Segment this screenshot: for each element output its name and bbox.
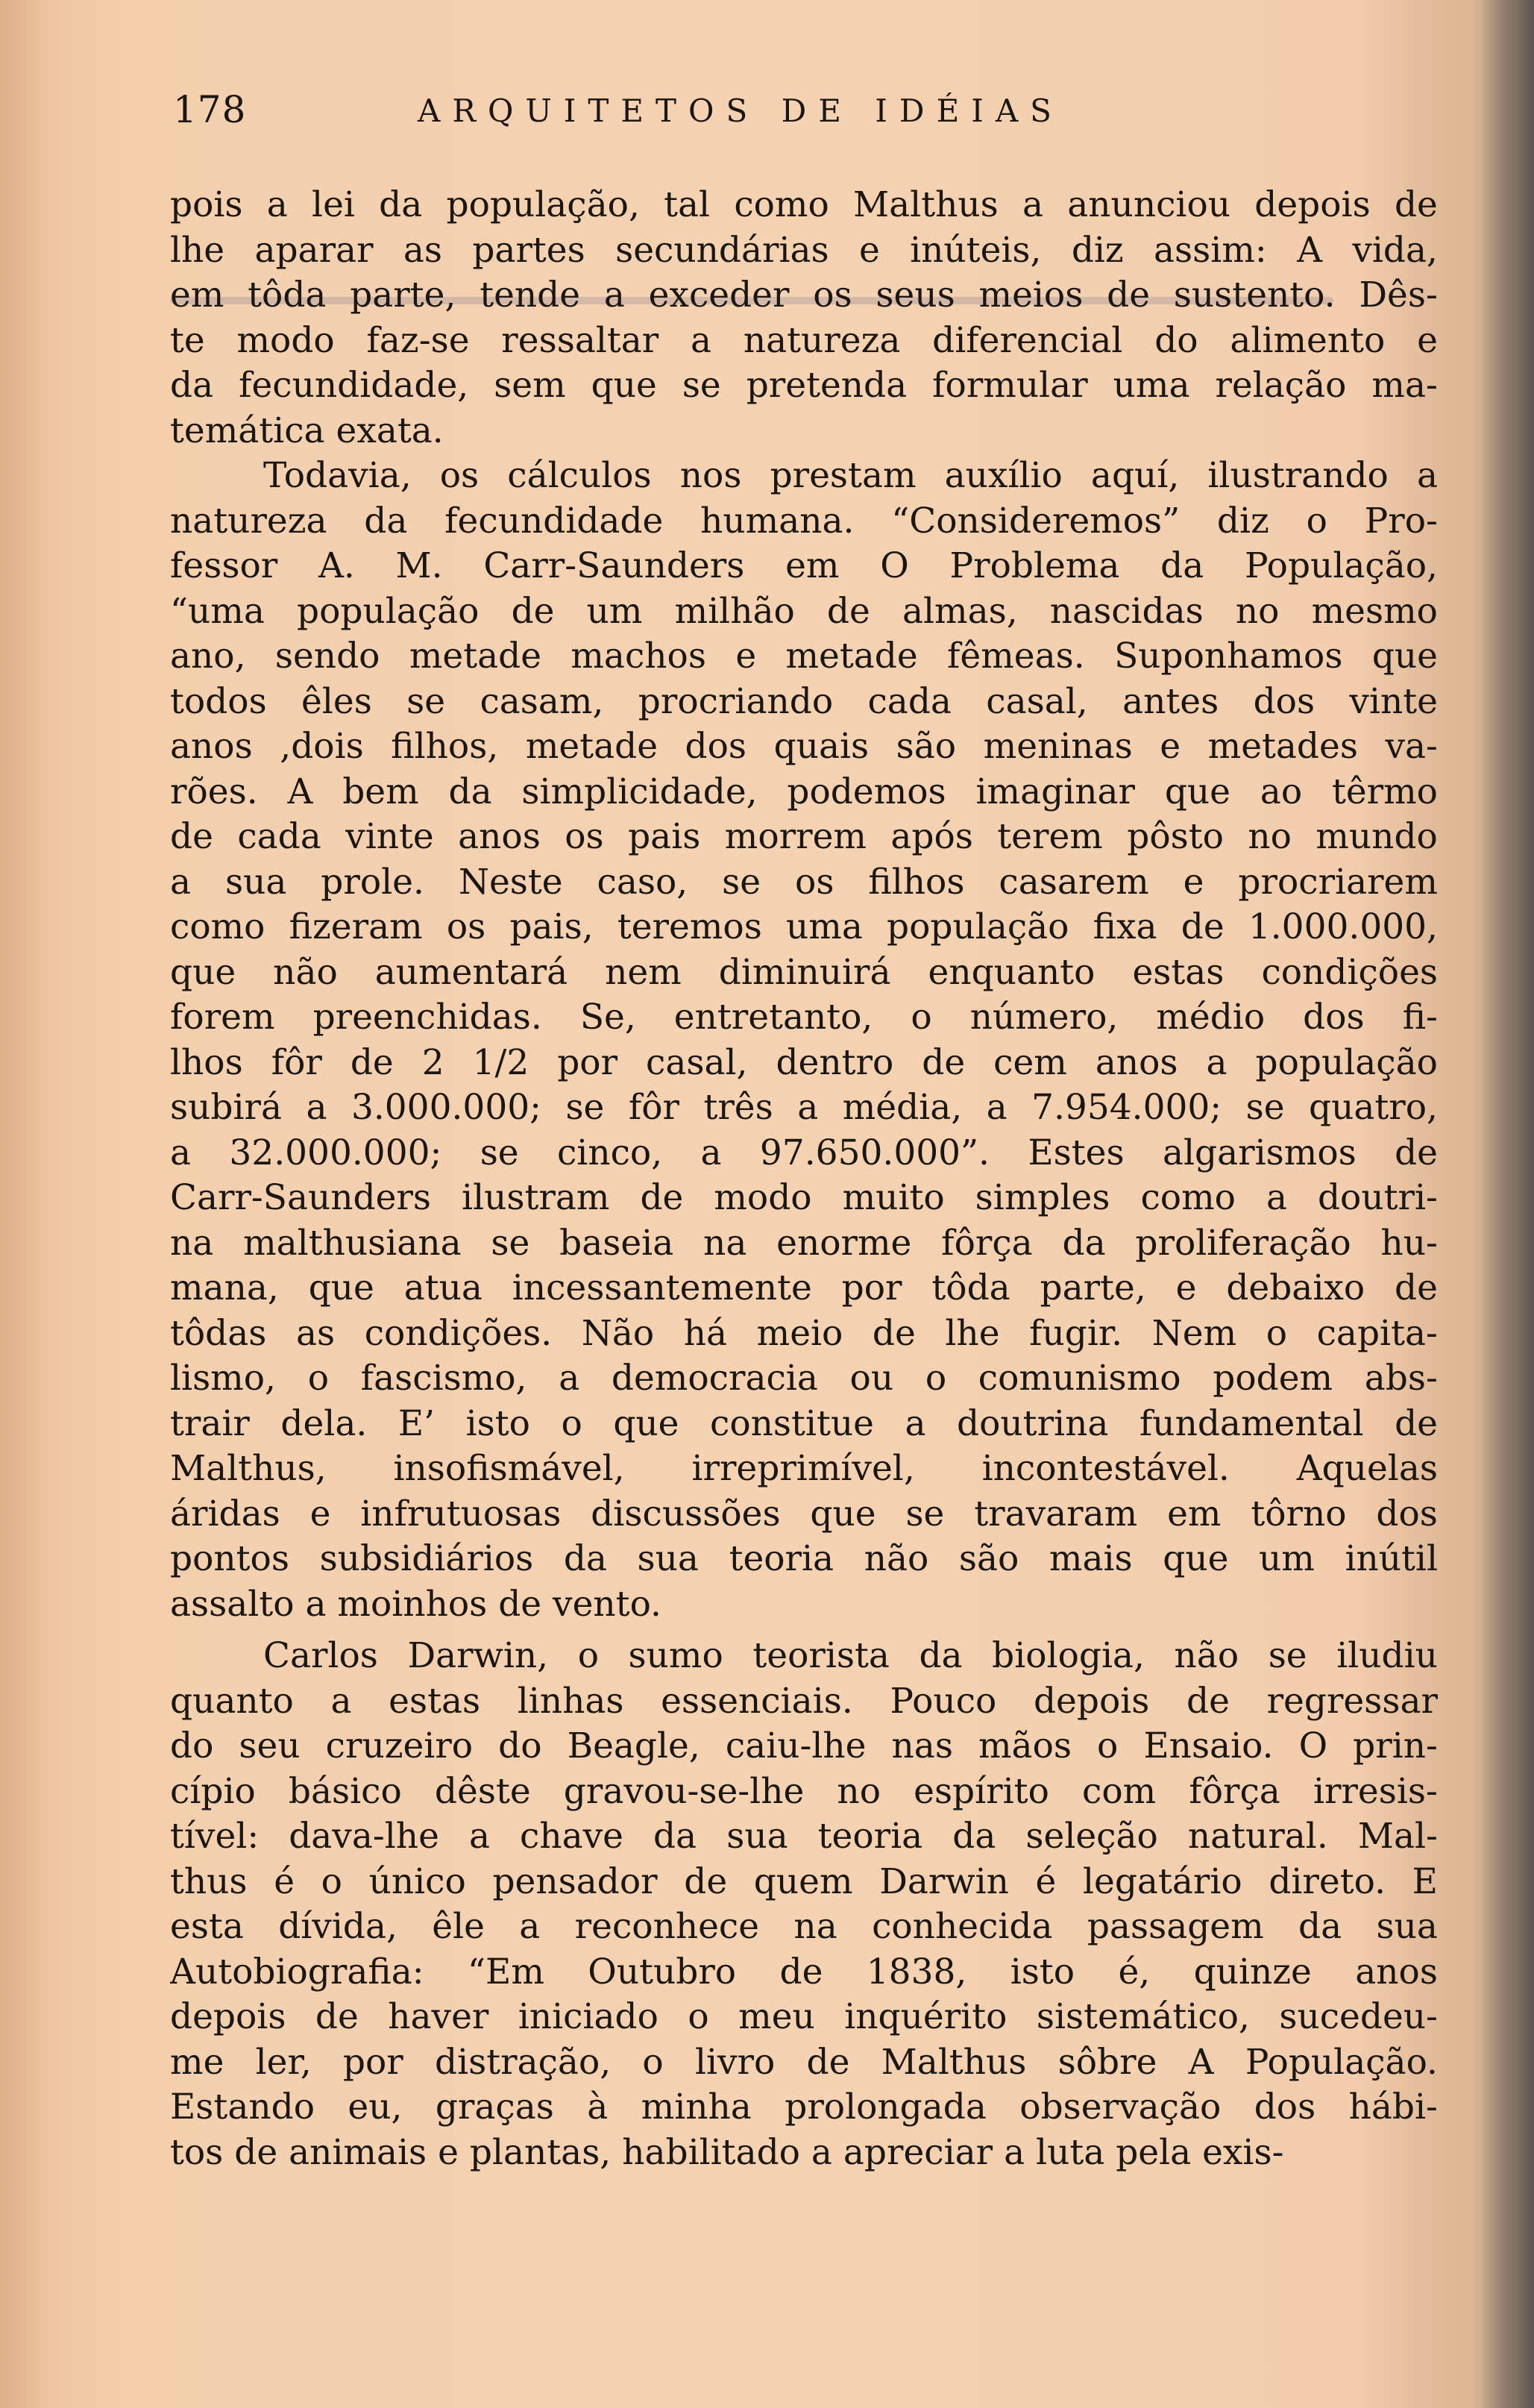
text-line: tível: dava-lhe a chave da sua teoria da seleção natural. Mal- [170,1816,1438,1857]
page-number: 178 [173,88,247,131]
text-line: da fecundidade, sem que se pretenda formular uma relação ma- [170,365,1438,406]
text-line: do seu cruzeiro do Beagle, caiu-lhe nas mãos o Ensaio. O prin- [170,1725,1438,1766]
text-line: tôdas as condições. Não há meio de lhe fugir. Nem o capita- [170,1312,1438,1354]
text-line: Estando eu, graças à minha prolongada observação dos hábi- [170,2086,1438,2128]
text-line: temática exata. [170,410,444,451]
text-line: rões. A bem da simplicidade, podemos imaginar que ao têrmo [170,771,1438,812]
text-line: todos êles se casam, procriando cada casal, antes dos vinte [170,680,1438,722]
text-line: a sua prole. Neste caso, se os filhos casarem e procriarem [170,861,1438,903]
body-text [170,183,1438,2175]
text-line: lismo, o fascismo, a democracia ou o comunismo podem abs- [170,1358,1438,1399]
text-line: tos de animais e plantas, habilitado a apreciar a luta pela exis- [170,2131,1284,2173]
text-line: áridas e infrutuosas discussões que se travaram em tôrno dos [170,1493,1438,1534]
text-line: mana, que atua incessantemente por tôda parte, e debaixo de [170,1267,1438,1308]
text-line: na malthusiana se baseia na enorme fôrça da proliferação hu- [170,1222,1438,1264]
text-line: pontos subsidiários da sua teoria não são mais que um inútil [170,1538,1438,1579]
text-line: esta dívida, êle a reconhece na conhecida passagem da sua [170,1906,1438,1947]
text-line: forem preenchidas. Se, entretanto, o número, médio dos fi- [170,997,1438,1038]
page-edge-shadow [1445,0,1534,2408]
text-line: de cada vinte anos os pais morrem após terem pôsto no mundo [170,816,1438,857]
text-line: Carr-Saunders ilustram de modo muito simples como a doutri- [170,1177,1438,1218]
paragraph-1 [170,183,1438,454]
text-line: cípio básico dêste gravou-se-lhe no espírito com fôrça irresis- [170,1770,1438,1812]
text-line: a 32.000.000; se cinco, a 97.650.000”. Estes algarismos de [170,1132,1438,1173]
text-line: fessor A. M. Carr-Saunders em O Problema da População, [170,545,1438,586]
running-title: ARQUITETOS DE IDÉIAS [418,93,1063,129]
text-line: que não aumentará nem diminuirá enquanto estas condições [170,951,1438,993]
text-line: ano, sendo metade machos e metade fêmeas. Suponhamos que [170,636,1438,677]
page-header [166,88,1433,148]
text-line: natureza da fecundidade humana. “Consideremos” diz o Pro- [170,500,1438,542]
text-line: “uma população de um milhão de almas, nascidas no mesmo [170,590,1438,632]
text-line: como fizeram os pais, teremos uma população fixa de 1.000.000, [170,906,1438,947]
text-line: lhe aparar as partes secundárias e inúteis, diz assim: A vida, [170,229,1438,271]
text-line: Malthus, insofismável, irreprimível, incontestável. Aquelas [170,1448,1438,1489]
text-line: te modo faz-se ressaltar a natureza diferencial do alimento e [170,319,1438,361]
text-line: quanto a estas linhas essenciais. Pouco depois de regressar [170,1680,1438,1722]
text-line: depois de haver iniciado o meu inquérito sistemático, sucedeu- [170,1996,1438,2037]
paragraph-3 [170,1634,1438,2175]
text-line: pois a lei da população, tal como Malthus a anunciou depois de [170,184,1438,225]
text-line: thus é o único pensador de quem Darwin é legatário direto. E [170,1860,1438,1902]
text-line: anos ,dois filhos, metade dos quais são meninas e metades va- [170,726,1438,767]
text-line: Carlos Darwin, o sumo teorista da biologia, não se iludiu [263,1635,1438,1676]
text-line: em tôda parte, tende a exceder os seus meios de sustento. Dês- [170,275,1438,316]
text-line: Autobiografia: “Em Outubro de 1838, isto é, quinze anos [170,1951,1438,1992]
text-line: lhos fôr de 2 1/2 por casal, dentro de cem anos a população [170,1041,1438,1083]
text-line: Todavia, os cálculos nos prestam auxílio aquí, ilustrando a [263,455,1438,496]
page-gutter-shadow [0,0,45,2408]
text-line: trair dela. E’ isto o que constitue a doutrina fundamental de [170,1402,1438,1444]
paragraph-2 [170,454,1438,1627]
text-line: me ler, por distração, o livro de Malthus sôbre A População. [170,2041,1438,2083]
text-line: assalto a moinhos de vento. [170,1583,661,1625]
text-line: subirá a 3.000.000; se fôr três a média, a 7.954.000; se quatro, [170,1087,1438,1128]
